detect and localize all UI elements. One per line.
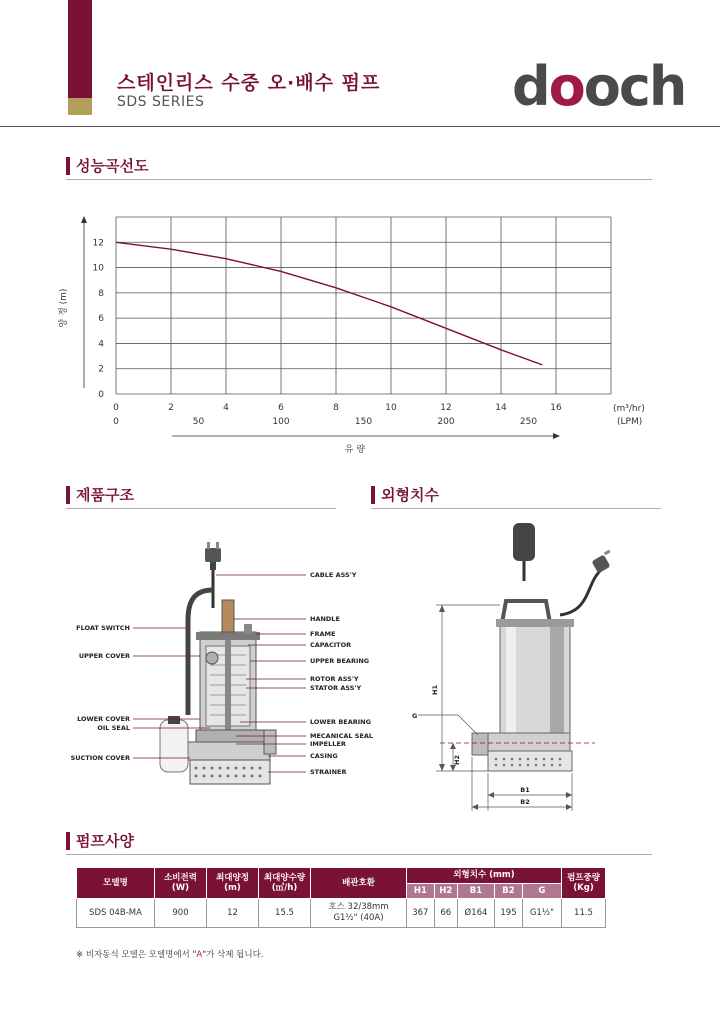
cell-head: 12: [207, 899, 259, 927]
label-lower-cover: LOWER COVER: [77, 715, 130, 723]
x-tick-label: 14: [495, 403, 507, 413]
label-cable-assy: CABLE ASS'Y: [310, 571, 357, 579]
th-b2: B2: [495, 883, 523, 899]
series-name: SDS SERIES: [117, 94, 205, 110]
x-axis-label: 유 량: [344, 445, 366, 455]
dim-label-b1: B1: [520, 786, 530, 794]
x-unit-lpm: (LPM): [617, 417, 643, 427]
header-accent-bar: [68, 0, 92, 98]
label-lower-bearing: LOWER BEARING: [310, 718, 371, 726]
section-title-performance: 성능곡선도: [76, 157, 149, 175]
section-title-dimensions: 외형치수: [381, 486, 439, 504]
th-head: 최대양정 (m): [207, 868, 259, 899]
plug-icon: [205, 542, 221, 570]
th-h2: H2: [434, 883, 457, 899]
x-tick-label-lpm: 0: [113, 417, 119, 427]
x-tick-label: 10: [385, 403, 397, 413]
cell-b1: Ø164: [457, 899, 494, 927]
cell-model: SDS 04B-MA: [77, 899, 155, 927]
cell-h1: 367: [407, 899, 435, 927]
series-line: [116, 242, 542, 365]
th-flow: 최대양수량 (㎥/h): [259, 868, 311, 899]
dim-label-g: G: [412, 712, 418, 720]
th-pipe: 배관호환: [311, 868, 407, 899]
y-axis-arrowhead: [81, 216, 87, 223]
x-tick-label-lpm: 100: [272, 417, 290, 427]
label-stator-assy: STATOR ASS'Y: [310, 684, 362, 692]
section-title-spec: 펌프사양: [76, 832, 134, 850]
x-tick-label-lpm: 150: [354, 417, 373, 427]
structure-labels-left: [71, 624, 130, 762]
th-weight: 펌프중량 (Kg): [562, 868, 606, 899]
label-strainer: STRAINER: [310, 768, 347, 776]
x-tick-label: 6: [278, 403, 284, 413]
x-tick-label: 0: [113, 403, 119, 413]
spec-table: [76, 867, 606, 928]
cell-b2: 195: [495, 899, 523, 927]
x-tick-label: 2: [168, 403, 174, 413]
label-upper-cover: UPPER COVER: [78, 652, 130, 660]
th-dims: 외형치수 (mm): [407, 868, 562, 884]
label-casing: CASING: [310, 752, 338, 760]
x-unit-m3hr: (m³/hr): [613, 404, 645, 414]
plug-icon: [591, 550, 610, 574]
label-suction-cover: SUCTION COVER: [70, 754, 130, 762]
cell-pipe: 호스 32/38mm G1½" (40A): [311, 899, 407, 927]
dim-label-h1: H1: [431, 685, 439, 695]
th-power: 소비전력 (W): [155, 868, 207, 899]
dim-label-h2: H2: [453, 755, 461, 765]
label-frame: FRAME: [310, 630, 336, 638]
header-accent-block: [68, 98, 92, 115]
label-oil-seal: OIL SEAL: [97, 724, 130, 732]
y-tick-label: 6: [98, 314, 104, 325]
y-tick-label: 8: [98, 288, 104, 299]
dim-label-b2: B2: [520, 798, 530, 806]
x-tick-label-lpm: 200: [437, 417, 455, 427]
performance-chart: [0, 200, 720, 470]
structure-diagram: [0, 520, 374, 790]
y-tick-label: 0: [98, 390, 104, 400]
label-float-switch: FLOAT SWITCH: [76, 624, 130, 632]
dimensions-diagram: [360, 515, 720, 815]
label-capacitor: CAPACITOR: [310, 641, 352, 649]
x-tick-label: 12: [440, 403, 452, 413]
section-title-structure: 제품구조: [76, 486, 134, 504]
page-title: 스테인리스 수중 오·배수 펌프: [117, 72, 381, 94]
x-tick-label: 4: [223, 403, 229, 413]
cell-weight: 11.5: [562, 899, 606, 927]
label-handle: HANDLE: [310, 615, 340, 623]
cell-h2: 66: [434, 899, 457, 927]
table-row: [77, 899, 606, 927]
brand-logo: dooch: [512, 55, 686, 118]
x-axis-arrowhead: [553, 433, 560, 439]
x-tick-label: 8: [333, 403, 339, 413]
cell-flow: 15.5: [259, 899, 311, 927]
label-rotor-assy: ROTOR ASS'Y: [310, 675, 359, 683]
y-tick-label: 4: [98, 339, 104, 350]
cell-power: 900: [155, 899, 207, 927]
header-divider: [0, 126, 720, 127]
th-model: 모델명: [77, 868, 155, 899]
x-tick-label-lpm: 250: [519, 417, 538, 427]
y-tick-label: 10: [92, 263, 104, 274]
label-impeller: IMPELLER: [310, 740, 346, 748]
th-h1: H1: [407, 883, 435, 899]
label-mechanical-seal: MECANICAL SEAL: [310, 732, 374, 740]
label-upper-bearing: UPPER BEARING: [310, 657, 370, 665]
th-g: G: [522, 883, 561, 899]
x-tick-label-lpm: 50: [192, 417, 205, 427]
footnote: ※ 비자동식 모델은 모델명에서 "A"가 삭제 됩니다.: [76, 950, 264, 960]
y-axis-label: 양 정 (m): [59, 288, 69, 328]
y-tick-label: 12: [92, 238, 104, 249]
y-tick-label: 2: [98, 364, 104, 375]
x-tick-label: 16: [550, 403, 562, 413]
cell-g: G1½": [522, 899, 561, 927]
th-b1: B1: [457, 883, 494, 899]
